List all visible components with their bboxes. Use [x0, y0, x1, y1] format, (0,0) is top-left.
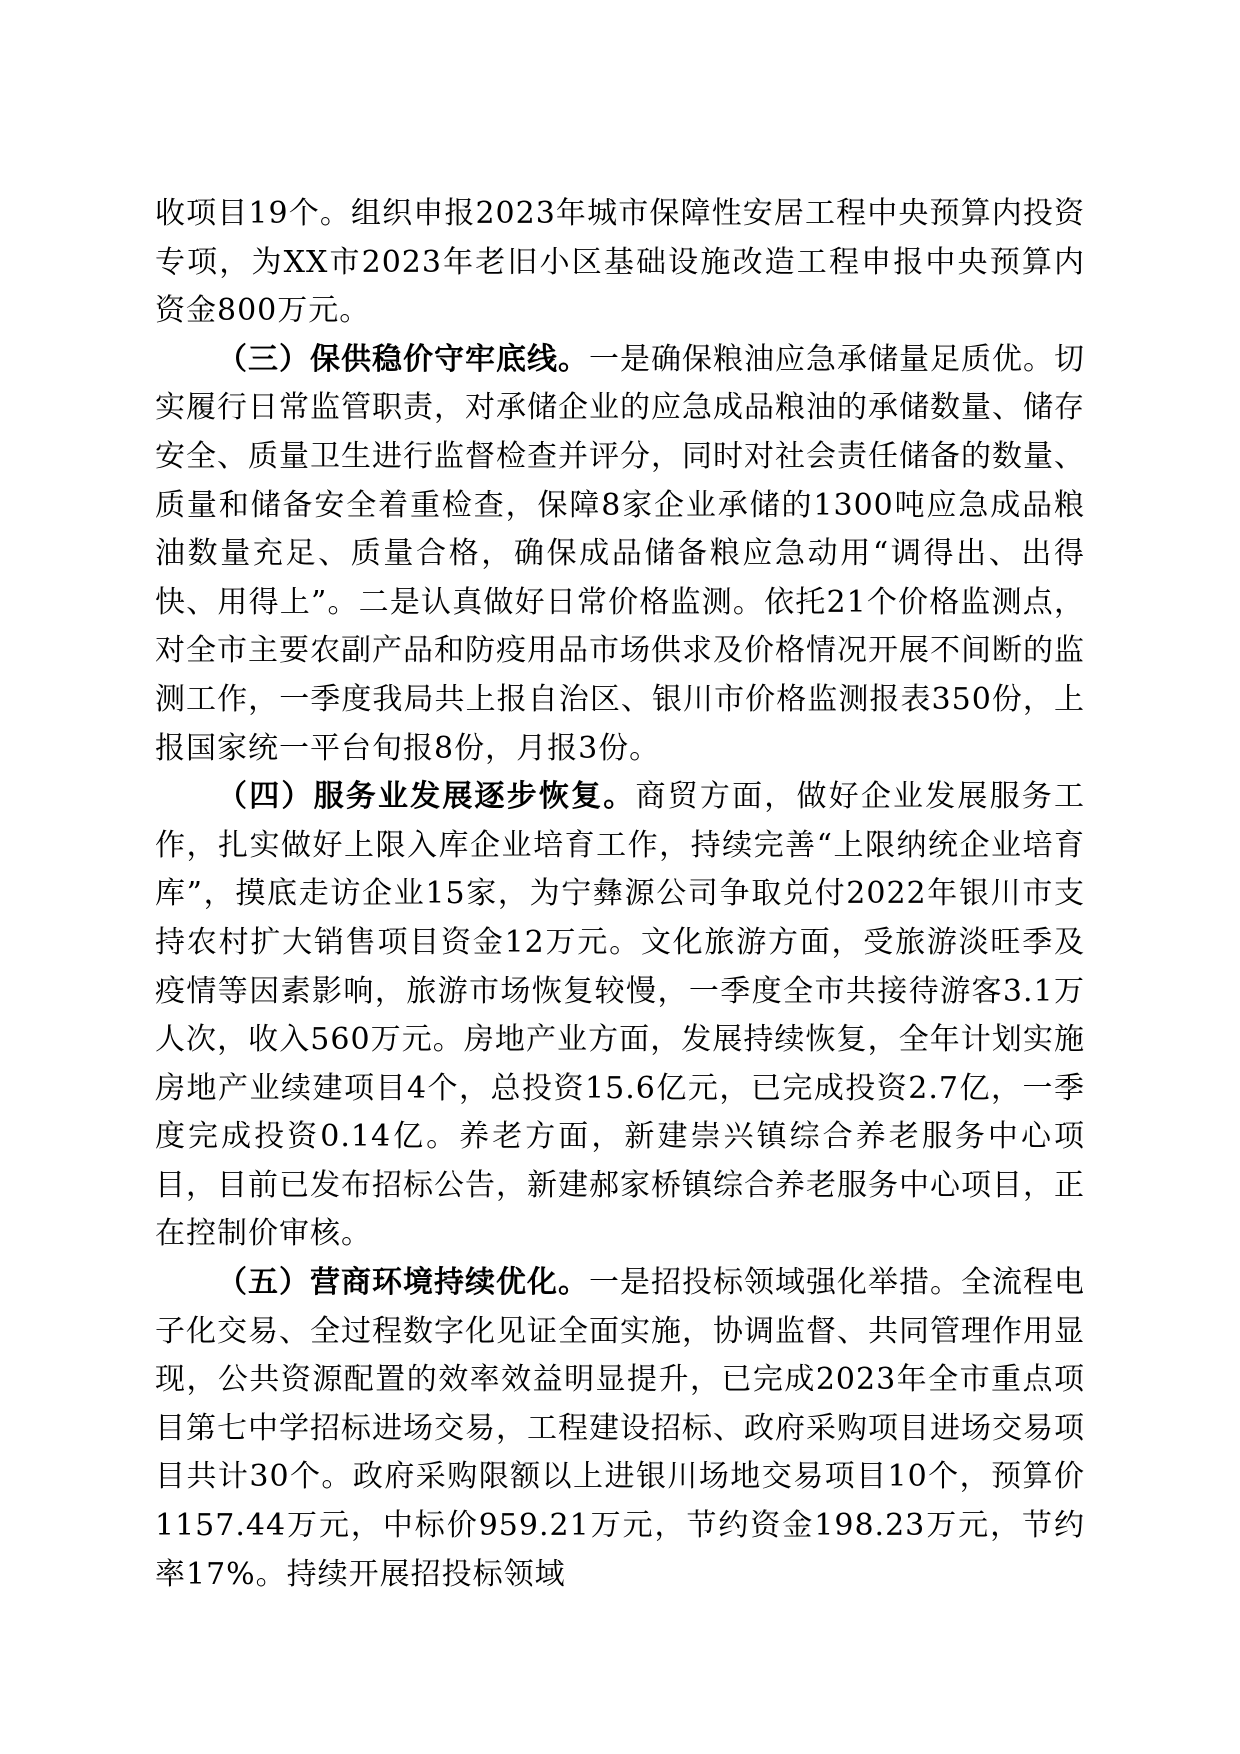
paragraph-text: 一是招投标领域强化举措。全流程电子化交易、全过程数字化见证全面实施，协调监督、共同管理作用显现，公共资源配置的效率效益明显提升，已完成2023年全市重点项目第七中学招标进场交易，工程建设招标、政府采购项目进场交易项目共计30个。政府采购限额以上进银川场地交易项目10个，预算价1157.44万元，中标价959.21万元，节约资金198.23万元，节约率17%。持续开展招投标领域 — [155, 1265, 1085, 1592]
paragraph-section-5 — [155, 1259, 1085, 1599]
paragraph-text: 一是确保粮油应急承储量足质优。切实履行日常监管职责，对承储企业的应急成品粮油的承储数量、储存安全、质量卫生进行监督检查并评分，同时对社会责任储备的数量、质量和储备安全着重检查，保障8家企业承储的1300吨应急成品粮油数量充足、质量合格，确保成品储备粮应急动用“调得出、出得快、用得上”。二是认真做好日常价格监测。依托21个价格监测点，对全市主要农副产品和防疫用品市场供求及价格情况开展不间断的监测工作，一季度我局共上报自治区、银川市价格监测报表350份，上报国家统一平台旬报8份，月报3份。 — [155, 341, 1085, 766]
paragraph-section-4 — [155, 773, 1085, 1259]
section-heading: （四）服务业发展逐步恢复。 — [217, 779, 636, 815]
section-heading: （三）保供稳价守牢底线。 — [217, 341, 589, 377]
paragraph-continuation — [155, 190, 1085, 336]
document-body — [155, 190, 1085, 1599]
section-heading: （五）营商环境持续优化。 — [217, 1265, 589, 1301]
paragraph-text: 收项目19个。组织申报2023年城市保障性安居工程中央预算内投资专项，为XX市2023年老旧小区基础设施改造工程申报中央预算内资金800万元。 — [155, 196, 1085, 329]
paragraph-text: 商贸方面，做好企业发展服务工作，扎实做好上限入库企业培育工作，持续完善“上限纳统企业培育库”，摸底走访企业15家，为宁彝源公司争取兑付2022年银川市支持农村扩大销售项目资金12万元。文化旅游方面，受旅游淡旺季及疫情等因素影响，旅游市场恢复较慢，一季度全市共接待游客3.1万人次，收入560万元。房地产业方面，发展持续恢复，全年计划实施房地产业续建项目4个，总投资15.6亿元，已完成投资2.7亿，一季度完成投资0.14亿。养老方面，新建崇兴镇综合养老服务中心项目，目前已发布招标公告，新建郝家桥镇综合养老服务中心项目，正在控制价审核。 — [155, 779, 1085, 1252]
paragraph-section-3 — [155, 336, 1085, 773]
